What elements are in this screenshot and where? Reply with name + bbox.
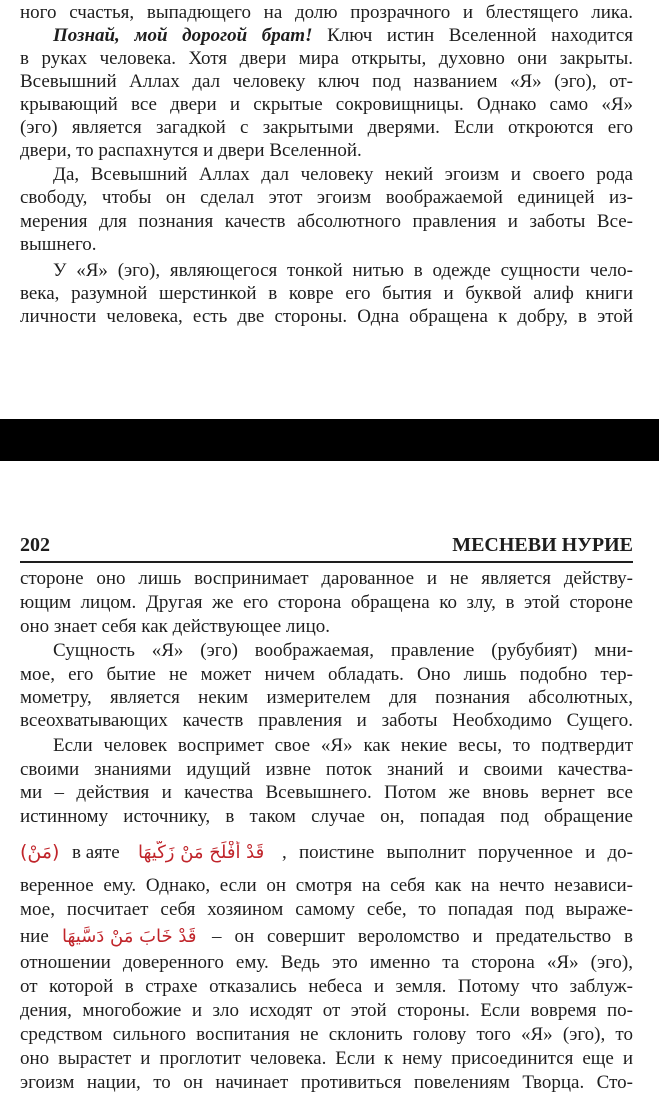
text-line: века, разумной шерстинкой в ковре его бытия и буквой алиф книги xyxy=(20,283,633,304)
text-line: мерения для познания качеств абсолютного правления и заботы Все- xyxy=(20,211,633,232)
text-line: ми – действия и качества Всевышнего. Потом же вновь вернет все xyxy=(20,782,633,803)
emphasis-phrase: Познай, мой дорогой брат! xyxy=(53,25,313,46)
text-line: Сущность «Я» (эго) воображаемая, правление (рубубият) мни- xyxy=(53,640,633,661)
text-line: стороне оно лишь воспринимает дарованное и не является действу- xyxy=(20,568,633,589)
text-span: – он совершит вероломство и предательство в xyxy=(212,926,633,947)
text-line: Если человек воспримет свое «Я» как некие весы, то подтвердит xyxy=(53,735,633,756)
text-line: ющим лицом. Другая же его сторона обращена ко злу, в этой стороне xyxy=(20,592,633,613)
text-span: в аяте xyxy=(72,842,120,863)
text-line: всеохватывающих качеств правления и заботы Необходимо Сущего. xyxy=(20,710,633,731)
text-line: крывающий все двери и скрытые сокровищницы. Однако само «Я» xyxy=(20,94,633,115)
page-number: 202 xyxy=(20,534,50,556)
running-title: МЕСНЕВИ НУРИЕ xyxy=(452,534,633,556)
text-line-with-verse xyxy=(20,925,633,951)
text-line: оно вырастет и проглотит человека. Если к нему присоединится еще и xyxy=(20,1048,633,1069)
text-line: в руках человека. Хотя двери мира открыты, духовно они закрыты. xyxy=(20,48,633,69)
page-header xyxy=(20,533,633,561)
text-line-with-verse xyxy=(20,841,633,869)
text-line: Всевышний Аллах дал человеку ключ под названием «Я» (эго), от- xyxy=(20,71,633,92)
text-span: ние xyxy=(20,926,49,947)
text-line: своими знаниями идущий извне поток знаний и своими качества- xyxy=(20,759,633,780)
text-line: дения, многобожие и зло исходят от этой стороны. Если вовремя по- xyxy=(20,1000,633,1021)
arabic-verse-khaba: قَدْ خَابَ مَنْ دَسَّيهَا xyxy=(62,926,197,947)
arabic-word-man: (مَنْ) xyxy=(20,841,60,863)
text-span: , поистине выполнит порученное и до- xyxy=(282,842,633,863)
text-line xyxy=(20,24,633,47)
text-line: отношении доверенного ему. Ведь это именно та сторона «Я» (эго), xyxy=(20,952,633,973)
text-line: двери, то распахнутся и двери Вселенной. xyxy=(20,140,362,161)
text-line: личности человека, есть две стороны. Одна обращена к добру, в этой xyxy=(20,306,633,327)
text-span: Ключ истин Вселенной находится xyxy=(312,25,633,46)
text-line: свободу, чтобы он сделал этот эгоизм воображаемой единицей из- xyxy=(20,187,633,208)
text-line: эгоизм нации, то он начинает противиться повелениям Творца. Сто- xyxy=(20,1072,633,1093)
text-line: оно знает себя как действующее лицо. xyxy=(20,616,330,637)
text-line: ного счастья, выпадющего на долю прозрачного и блестящего лика. xyxy=(20,2,633,23)
text-line: веренное ему. Однако, если он смотря на себя как на нечто независи- xyxy=(20,875,633,896)
arabic-verse-aflaha: قَدْ أَفْلَحَ مَنْ زَكَّيهَا xyxy=(138,842,265,863)
text-line: истинному источнику, в таком случае он, попадая под обращение xyxy=(20,806,633,827)
text-line: Да, Всевышний Аллах дал человеку некий эгоизм и своего рода xyxy=(53,164,633,185)
text-line: мое, его бытие не может ничем обладать. Оно лишь подобно тер- xyxy=(20,664,633,685)
header-rule xyxy=(20,561,633,563)
text-line: от которой в страхе отказались небеса и земля. Потому что заблуж- xyxy=(20,976,633,997)
text-line: У «Я» (эго), являющегося тонкой нитью в одежде сущности чело- xyxy=(53,260,633,281)
text-line: мое, посчитает себя хозяином самому себе, то попадая под выраже- xyxy=(20,899,633,920)
text-line: средством сильного воспитания не склонить голову того «Я» (эго), то xyxy=(20,1024,633,1045)
text-line: вышнего. xyxy=(20,234,97,255)
text-line: (эго) является загадкой с закрытыми дверями. Если откроются его xyxy=(20,117,633,138)
page-separator-band xyxy=(0,419,659,461)
text-line: мометру, является неким измерителем для познания абсолютных, xyxy=(20,687,633,708)
